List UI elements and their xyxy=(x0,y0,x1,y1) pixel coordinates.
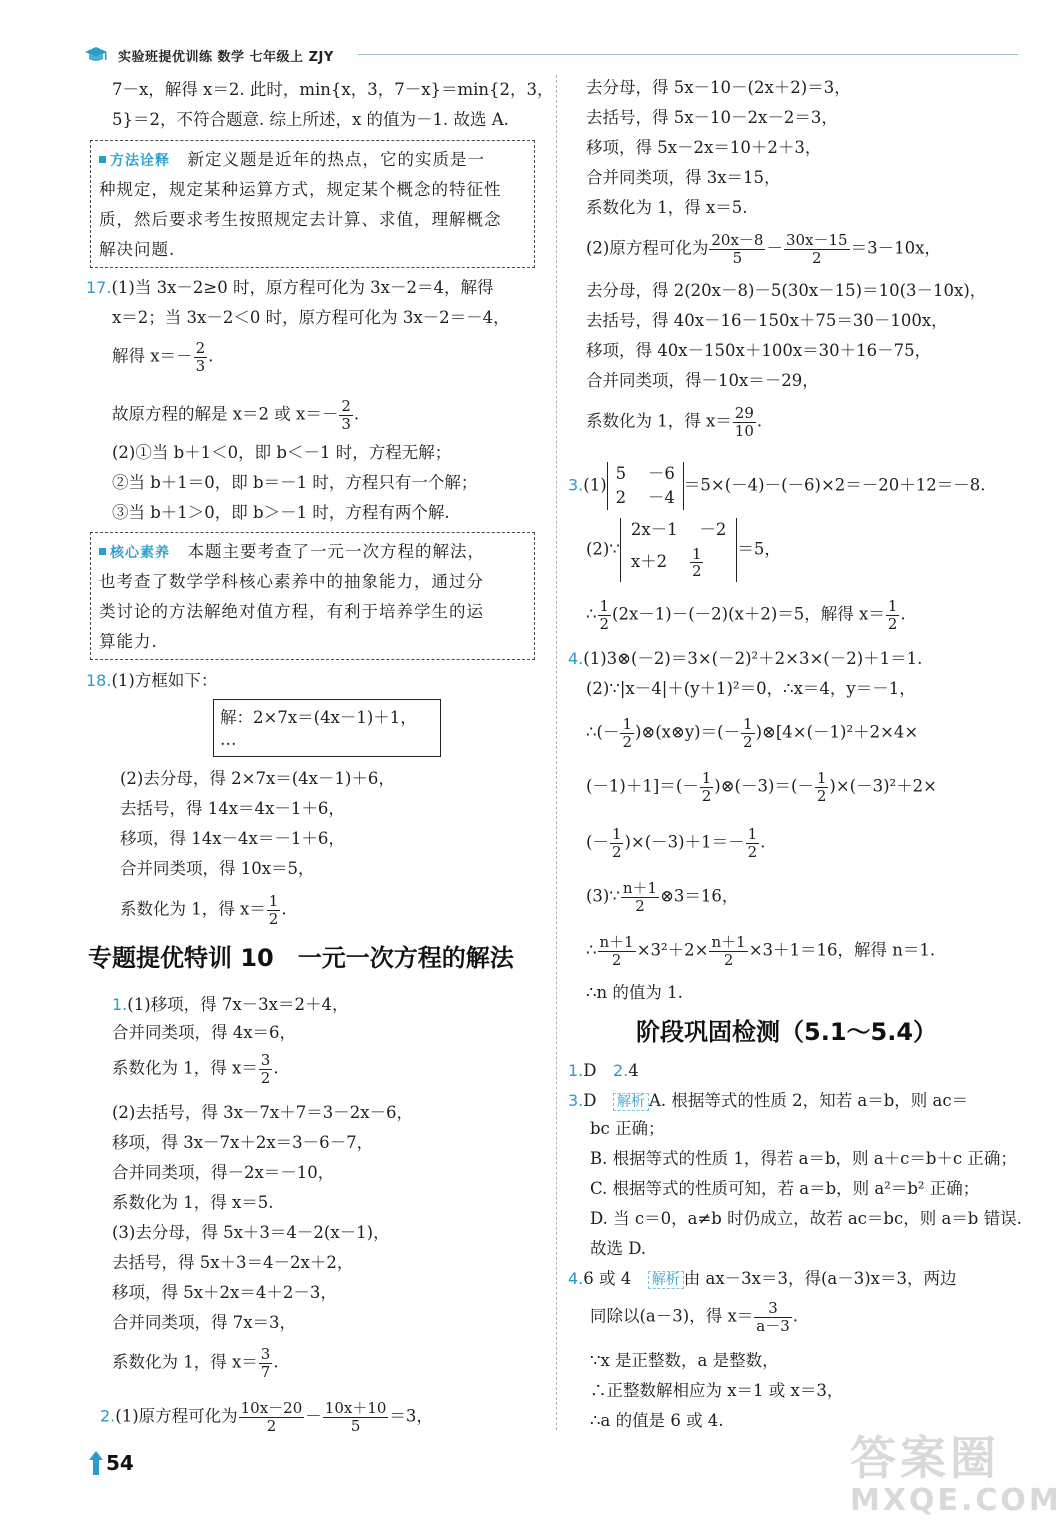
fraction: $\frac{30x-15}{2}$ xyxy=(785,231,848,267)
fraction: $\frac{1}{2}$ xyxy=(268,892,279,928)
text-line: 去括号，得 14x＝4x－1＋6， xyxy=(120,799,345,818)
text-line: bc 正确； xyxy=(590,1119,665,1138)
text-line: 故原方程的解是 x＝2 或 x＝－ xyxy=(112,404,339,424)
note-text: 也考查了数学学科核心素养中的抽象能力，通过分 xyxy=(99,572,484,591)
text-line: ∴n 的值为 1. xyxy=(586,983,683,1002)
text-line: ∴a 的值是 6 或 4. xyxy=(590,1411,724,1430)
text-line: ∵x 是正整数，a 是整数， xyxy=(590,1351,779,1370)
text-line: (2)①当 b＋1＜0，即 b＜－1 时，方程无解； xyxy=(112,443,452,462)
text-line: 去括号，得 5x＋3＝4－2x＋2， xyxy=(112,1253,354,1272)
text-line: 合并同类项，得 10x＝5， xyxy=(120,859,315,878)
header-title: 实验班提优训练 数学 七年级上 ZJY xyxy=(118,49,334,65)
left-column-lower: (2)去分母，得 2×7x＝(4x－1)＋6， 去括号，得 14x＝4x－1＋6， 移项，得 14x－4x＝－1＋6， 合并同类项，得 10x＝5， 系数化为 1，得 x＝ $\frac{1}{2}$ . 1.(1)移项，得 7x－3x＝2＋4， 合并同类项，得 4x＝6， 系数化为 1，得 x＝ $\frac{3}{2}$ . (2)去括号，得 3x－7x＋7＝3－2x－6， 移项，得 3x－7x＋2x＝3－6－7， 合并同类项，得－2x＝－10， 系数化为 1，得 x＝5. (3)去分母，得 5x＋3＝4－2(x－1)， 去括号，得 5x＋3＝4－2x＋2， 移项，得 5x＋2x＝4＋2－3， 合并同类项，得 7x＝3， 系数化为 1，得 x＝ $\frac{3}{7}$ . 2.(1)原方程可化为 $\frac{10x-20}{2}$ － $\frac{10x+10}{5}$ ＝3， xyxy=(90,0,550,1440)
note-text: 算能力. xyxy=(99,632,158,651)
question-number: 2. xyxy=(100,1406,116,1426)
text-line: (2)∵|x－4|＋(y＋1)²＝0，∴x＝4，y＝－1， xyxy=(586,679,916,698)
fraction: $\frac{10x+10}{5}$ xyxy=(324,1399,387,1435)
text-line: 去括号，得 40x－16－150x＋75＝30－100x， xyxy=(586,311,948,330)
answer: 4 xyxy=(628,1061,639,1080)
text-line: ＝3－10x， xyxy=(850,238,941,258)
note-text: 种规定，规定某种运算方式，规定某个概念的特征性 xyxy=(99,180,502,199)
text-line: (2)去括号，得 3x－7x＋7＝3－2x－6， xyxy=(112,1103,414,1122)
fraction: $\frac{29}{10}$ xyxy=(734,404,754,440)
analysis-tag: 解析 xyxy=(613,1093,649,1111)
question-number: 3. xyxy=(568,475,584,495)
text-line: 移项，得 3x－7x＋2x＝3－6－7， xyxy=(112,1133,374,1152)
answer-number: 1. xyxy=(568,1061,584,1080)
text-line: A. 根据等式的性质 2，知若 a＝b，则 ac＝ xyxy=(649,1091,969,1110)
section-title: 阶段巩固检测（5.1～5.4） xyxy=(636,1018,938,1046)
text-line: 系数化为 1，得 x＝ xyxy=(112,1352,258,1372)
answer: D xyxy=(583,1061,597,1080)
answer-number: 4. xyxy=(568,1269,584,1288)
text-line: ×3＋1＝16，解得 n＝1. xyxy=(748,940,936,960)
text-line: (－1)＋1]＝ xyxy=(586,776,676,796)
analysis-tag: 解析 xyxy=(648,1271,684,1289)
text-line: 去分母，得 2(20x－8)－5(30x－15)＝10(3－10x)， xyxy=(586,281,987,300)
text-line: 解得 x＝－ xyxy=(112,346,193,366)
note-text: 解决问题. xyxy=(99,240,176,259)
text-line: (2x－1)－(－2)(x＋2)＝5，解得 x＝ xyxy=(612,604,885,624)
question-number: 17. xyxy=(86,278,112,297)
text-line: (1)3⊗(－2)＝3×(－2)²＋2×3×(－2)＋1＝1. xyxy=(583,649,923,668)
text-line: D. 当 c＝0，a≠b 时仍成立，故若 ac＝bc，则 a＝b 错误. xyxy=(590,1209,1022,1228)
note-text: 类讨论的方法解绝对值方程，有利于培养学生的运 xyxy=(99,602,484,621)
fraction: $\frac{20x-8}{5}$ xyxy=(711,231,764,267)
text-line: (2)去分母，得 2×7x＝(4x－1)＋6， xyxy=(120,769,395,788)
page-number: 54 xyxy=(106,1451,134,1475)
answer-number: 2. xyxy=(613,1061,629,1080)
fraction: $\frac{3}{a-3}$ xyxy=(756,1299,790,1335)
answer: 6 或 4 xyxy=(583,1269,632,1288)
text-line: (1)原方程可化为 xyxy=(115,1406,238,1426)
text-line: B. 根据等式的性质 1，得若 a＝b，则 a＋c＝b＋c 正确； xyxy=(590,1149,1017,1168)
text-line: 去分母，得 5x－10－(2x＋2)＝3， xyxy=(586,78,851,97)
note-tag: 方法诠释 xyxy=(110,153,170,169)
right-column: 去分母，得 5x－10－(2x＋2)＝3， 去括号，得 5x－10－2x－2＝3， 移项，得 5x－2x＝10＋2＋3， 合并同类项，得 3x＝15， 系数化为 1，得 x＝5. (2)原方程可化为 $\frac{20x-8}{5}$ － $\frac{30x-15}{2}$ ＝3－10x， 去分母，得 2(20x－8)－5(30x－15)＝10(3－10x)， 去括号，得 40x－16－150x＋75＝30－100x， 移项，得 40x－150x＋100x＝30＋16－75， 合并同类项，得－10x＝－29， 系数化为 1，得 x＝ $\frac{29}{10}$ . 3.(1) 5 －6 2 －4 ＝5×(－4)－(－6)×2＝－20＋12＝－8. (2)∵ 2x－1 －2 x＋2 $\frac{1}{2}$ ＝5， ∴ $\frac{1}{2}$ (2x－1)－(－2)(x＋2)＝5，解得 x＝ $\frac{1}{2}$ . 4.(1)3⊗(－2)＝3×(－2)²＋2×3×(－2)＋1＝1. (2)∵|x－4|＋(y＋1)²＝0，∴x＝4，y＝－1， ∴(－ $\frac{1}{2}$ )⊗(x⊗y)＝(－ $\frac{1}{2}$ )⊗[4×(－1)²＋2×4× (－1)＋1]＝(－ $\frac{1}{2}$ )⊗(－3)＝(－ $\frac{1}{2}$ )×(－3)²＋2× (－ $\frac{1}{2}$ )×(－3)＋1＝－ $\frac{1}{2}$ . (3)∵ $\frac{n+1}{2}$ ⊗3＝16， ∴ $\frac{n+1}{2}$ ×3²＋2× $\frac{n+1}{2}$ ×3＋1＝16，解得 n＝1. ∴n 的值为 1. 1.D 2.4 3.D 解析 A. 根据等式的性质 2，知若 a＝b，则 ac＝ bc 正确； B. 根据等式的性质 1，得若 a＝b，则 a＋c＝b＋c 正确； C. 根据等式的性质可知，若 a＝b，则 a²＝b² 正确； D. 当 c＝0，a≠b 时仍成立，故若 ac＝bc，则 a＝b 错误. 故选 D. 4.6 或 4 解析 由 ax－3x＝3，得(a－3)x＝3，两边 同除以(a－3)，得 x＝ $\frac{3}{a-3}$ . ∵x 是正整数，a 是整数， ∴正整数解相应为 x＝1 或 x＝3， ∴a 的值是 6 或 4. xyxy=(568,0,1028,1440)
text-line: 由 ax－3x＝3，得(a－3)x＝3，两边 xyxy=(683,1269,957,1288)
fraction: $\frac{3}{2}$ xyxy=(260,1051,271,1087)
text-line: 7－x，解得 x＝2. 此时，min{x，3，7－x}＝min{2，3， xyxy=(112,80,554,99)
left-column: 7－x，解得 x＝2. 此时，min{x，3，7－x}＝min{2，3， 5}＝2，不符合题意. 综上所述，x 的值为－1. 故选 A. 方法诠释 新定义题是近年的热点，它的实质是一 种规定，规定某种运算方式，规定某个概念的特征性 质，然后要求考生按照规定去计算、求值，理解概念 解决问题. 17.(1)当 3x－2≥0 时，原方程可化为 3x－2＝4，解得 x＝2；当 3x－2＜0 时，原方程可化为 3x－2＝－4， 解得 x＝－ $\frac{2}{3}$ . 故原方程的解是 x＝2 或 x＝－ $\frac{2}{3}$ . (2)①当 b＋1＜0，即 b＜－1 时，方程无解； ②当 b＋1＝0，即 b＝－1 时，方程只有一个解； ③当 b＋1＞0，即 b＞－1 时，方程有两个解. 核心素养 本题主要考查了一元一次方程的解法， 也考查了数学学科核心素养中的抽象能力，通过分 类讨论的方法解绝对值方程，有利于培养学生的运 算能力. 18.(1)方框如下： xyxy=(90,0,550,1440)
text-line: ×3²＋2× xyxy=(636,940,709,960)
watermark xyxy=(850,1432,1062,1518)
frame-line: 解：2×7x＝(4x－1)＋1， xyxy=(220,708,417,727)
text-line: C. 根据等式的性质可知，若 a＝b，则 a²＝b² 正确； xyxy=(590,1179,980,1198)
answer-number: 3. xyxy=(568,1091,584,1110)
text-line: ×(－3)²＋2× xyxy=(835,776,937,796)
text-line: 合并同类项，得 7x＝3， xyxy=(112,1313,297,1332)
fraction: $\frac{1}{2}$ xyxy=(599,597,610,633)
text-line: ⊗(－3)＝ xyxy=(720,776,791,796)
note-text: 本题主要考查了一元一次方程的解法， xyxy=(187,542,485,561)
text-line: 系数化为 1，得 x＝ xyxy=(120,899,266,919)
text-line: 移项，得 5x－2x＝10＋2＋3， xyxy=(586,138,822,157)
text-line: 故选 D. xyxy=(590,1239,647,1258)
text-line: 合并同类项，得－10x＝－29， xyxy=(586,371,819,390)
text-line: (1)当 3x－2≥0 时，原方程可化为 3x－2＝4，解得 xyxy=(111,278,494,297)
text-line: 合并同类项，得 4x＝6， xyxy=(112,1023,297,1042)
text-line: ⊗(x⊗y)＝ xyxy=(641,722,718,742)
text-line: ⊗3＝16， xyxy=(660,886,739,906)
text-line: 系数化为 1，得 x＝5. xyxy=(112,1193,274,1212)
section-title: 专题提优特训 10 一元一次方程的解法 xyxy=(88,944,514,972)
text-line: ∴正整数解相应为 x＝1 或 x＝3， xyxy=(590,1381,844,1400)
answer: D xyxy=(583,1091,597,1110)
fraction: $\frac{2}{3}$ xyxy=(341,397,351,433)
text-line: 移项，得 14x－4x＝－1＋6， xyxy=(120,829,345,848)
text-line: ②当 b＋1＝0，即 b＝－1 时，方程只有一个解； xyxy=(112,473,478,492)
text-line: ⊗[4×(－1)²＋2×4× xyxy=(762,722,919,742)
determinant: 5 －6 2 －4 xyxy=(607,462,684,510)
fraction: $\frac{n+1}{2}$ xyxy=(711,933,746,969)
text-line: (1)方框如下： xyxy=(111,671,218,690)
text-line: (2)原方程可化为 xyxy=(586,238,709,258)
question-number: 4. xyxy=(568,649,584,668)
text-line: 系数化为 1，得 x＝ xyxy=(112,1058,258,1078)
fraction: $\frac{n+1}{2}$ xyxy=(599,933,634,969)
note-tag: 核心素养 xyxy=(110,545,170,561)
fraction: $\frac{n+1}{2}$ xyxy=(622,879,658,915)
text-line: (1)移项，得 7x－3x＝2＋4， xyxy=(127,995,349,1014)
text-line: 5}＝2，不符合题意. 综上所述，x 的值为－1. 故选 A. xyxy=(112,110,509,129)
text-line: 移项，得 5x＋2x＝4＋2－3， xyxy=(112,1283,337,1302)
determinant: 2x－1 －2 x＋2 $\frac{1}{2}$ xyxy=(620,518,738,582)
text-line: ＝5， xyxy=(737,539,781,559)
text-line: 系数化为 1，得 x＝5. xyxy=(586,198,748,217)
fraction: $\frac{10x-20}{2}$ xyxy=(240,1399,303,1435)
note-text: 新定义题是近年的热点，它的实质是一 xyxy=(187,150,485,169)
question-number: 1. xyxy=(112,995,128,1014)
watermark-url: MXQE.COM xyxy=(850,1483,1062,1518)
column-divider xyxy=(556,75,557,1430)
text-line: (3)去分母，得 5x＋3＝4－2(x－1)， xyxy=(112,1223,390,1242)
text-line: 移项，得 40x－150x＋100x＝30＋16－75， xyxy=(586,341,932,360)
page-number-badge xyxy=(88,1450,134,1476)
fraction: $\frac{1}{2}$ xyxy=(887,597,898,633)
watermark-text: 答案圈 xyxy=(850,1431,1000,1485)
arrow-up-icon xyxy=(88,1450,104,1476)
text-line: ＝5×(－4)－(－6)×2＝－20＋12＝－8. xyxy=(683,475,986,495)
fraction: $\frac{2}{3}$ xyxy=(195,339,206,375)
frame-line: … xyxy=(220,730,237,749)
text-line: x＝2；当 3x－2＜0 时，原方程可化为 3x－2＝－4， xyxy=(112,308,510,327)
fraction: $\frac{3}{7}$ xyxy=(260,1345,271,1381)
text-line: 合并同类项，得 3x＝15， xyxy=(586,168,781,187)
question-number: 18. xyxy=(86,671,112,690)
text-line: 系数化为 1，得 x＝ xyxy=(586,411,732,431)
note-text: 质，然后要求考生按照规定去计算、求值，理解概念 xyxy=(99,210,502,229)
text-line: ×(－3)＋1＝－ xyxy=(630,832,745,852)
text-line: 去括号，得 5x－10－2x－2＝3， xyxy=(586,108,838,127)
text-line: 同除以(a－3)，得 x＝ xyxy=(590,1306,754,1326)
text-line: 合并同类项，得－2x＝－10， xyxy=(112,1163,335,1182)
text-line: ③当 b＋1＞0，即 b＞－1 时，方程有两个解. xyxy=(112,503,450,522)
